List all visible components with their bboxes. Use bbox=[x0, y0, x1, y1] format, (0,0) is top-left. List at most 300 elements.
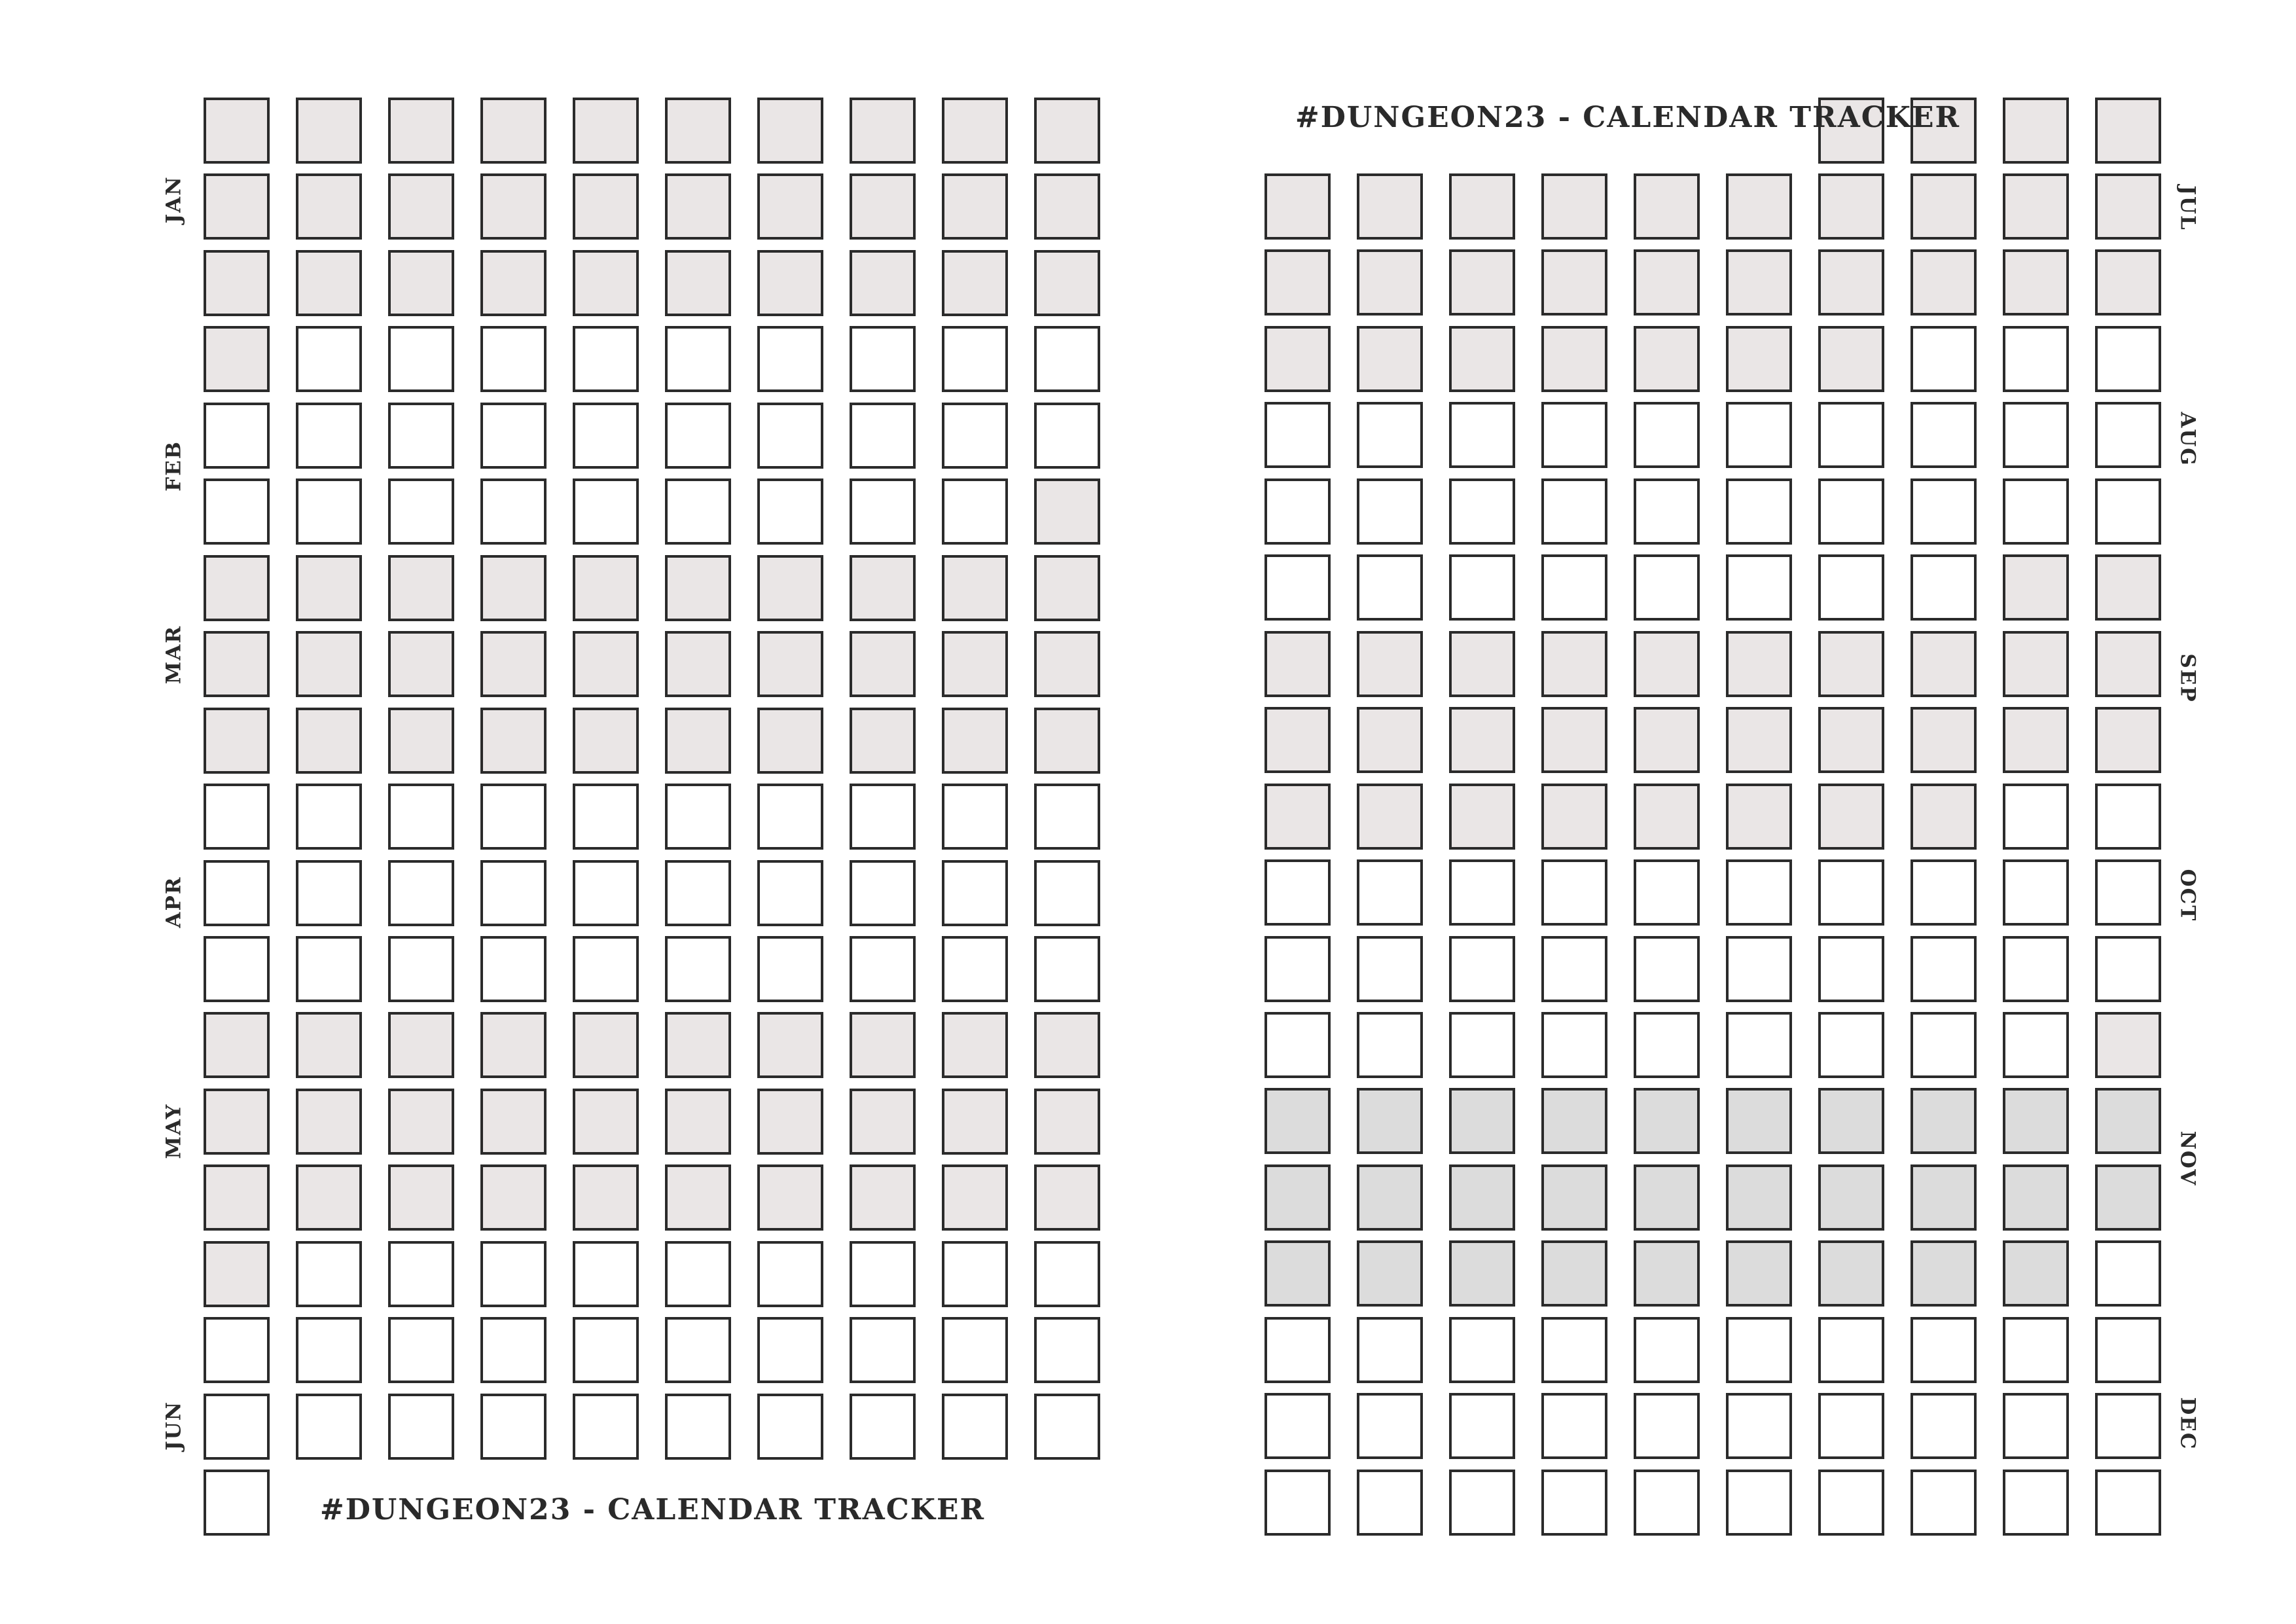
day-box[interactable] bbox=[2095, 1393, 2161, 1459]
day-box[interactable] bbox=[1634, 631, 1700, 697]
day-box[interactable] bbox=[2003, 1470, 2069, 1536]
day-box[interactable] bbox=[942, 936, 1008, 1002]
day-box[interactable] bbox=[2003, 98, 2069, 164]
day-box[interactable] bbox=[1357, 1012, 1423, 1078]
day-box[interactable] bbox=[1034, 1164, 1100, 1231]
day-box[interactable] bbox=[2003, 554, 2069, 621]
day-box[interactable] bbox=[573, 250, 639, 316]
day-box[interactable] bbox=[1357, 1164, 1423, 1231]
day-box[interactable] bbox=[573, 555, 639, 621]
day-box[interactable] bbox=[1449, 173, 1515, 240]
day-box[interactable] bbox=[1265, 707, 1331, 773]
day-box[interactable] bbox=[1449, 1317, 1515, 1383]
day-box[interactable] bbox=[850, 403, 916, 469]
day-box[interactable] bbox=[1634, 707, 1700, 773]
day-box[interactable] bbox=[1818, 707, 1884, 773]
day-box[interactable] bbox=[296, 403, 362, 469]
day-box[interactable] bbox=[573, 326, 639, 392]
day-box[interactable] bbox=[1634, 249, 1700, 316]
day-box[interactable] bbox=[388, 936, 454, 1002]
day-box[interactable] bbox=[1634, 1164, 1700, 1231]
day-box[interactable] bbox=[1910, 1240, 1977, 1307]
day-box[interactable] bbox=[1634, 402, 1700, 468]
day-box[interactable] bbox=[850, 250, 916, 316]
day-box[interactable] bbox=[1449, 249, 1515, 316]
day-box[interactable] bbox=[1034, 1012, 1100, 1078]
day-box[interactable] bbox=[480, 250, 547, 316]
day-box[interactable] bbox=[1265, 1164, 1331, 1231]
day-box[interactable] bbox=[1265, 249, 1331, 316]
day-box[interactable] bbox=[1910, 1012, 1977, 1078]
day-box[interactable] bbox=[1449, 1240, 1515, 1307]
day-box[interactable] bbox=[1910, 478, 1977, 545]
day-box[interactable] bbox=[1034, 860, 1100, 926]
day-box[interactable] bbox=[1034, 403, 1100, 469]
day-box[interactable] bbox=[2095, 859, 2161, 926]
day-box[interactable] bbox=[1910, 554, 1977, 621]
day-box[interactable] bbox=[757, 403, 823, 469]
day-box[interactable] bbox=[1818, 1012, 1884, 1078]
day-box[interactable] bbox=[850, 1012, 916, 1078]
day-box[interactable] bbox=[480, 1012, 547, 1078]
day-box[interactable] bbox=[1357, 249, 1423, 316]
day-box[interactable] bbox=[2003, 631, 2069, 697]
day-box[interactable] bbox=[204, 784, 270, 850]
day-box[interactable] bbox=[757, 860, 823, 926]
day-box[interactable] bbox=[1265, 1317, 1331, 1383]
day-box[interactable] bbox=[1818, 173, 1884, 240]
day-box[interactable] bbox=[1818, 326, 1884, 392]
day-box[interactable] bbox=[757, 478, 823, 545]
day-box[interactable] bbox=[296, 631, 362, 697]
day-box[interactable] bbox=[757, 1394, 823, 1460]
day-box[interactable] bbox=[1634, 1240, 1700, 1307]
day-box[interactable] bbox=[757, 1012, 823, 1078]
day-box[interactable] bbox=[2095, 936, 2161, 1002]
day-box[interactable] bbox=[757, 1164, 823, 1231]
day-box[interactable] bbox=[573, 403, 639, 469]
day-box[interactable] bbox=[665, 860, 731, 926]
day-box[interactable] bbox=[1357, 1470, 1423, 1536]
day-box[interactable] bbox=[1449, 1393, 1515, 1459]
day-box[interactable] bbox=[1034, 631, 1100, 697]
day-box[interactable] bbox=[1034, 250, 1100, 316]
day-box[interactable] bbox=[573, 1012, 639, 1078]
day-box[interactable] bbox=[1265, 1240, 1331, 1307]
day-box[interactable] bbox=[573, 478, 639, 545]
day-box[interactable] bbox=[1634, 1317, 1700, 1383]
day-box[interactable] bbox=[204, 1012, 270, 1078]
day-box[interactable] bbox=[480, 1317, 547, 1383]
day-box[interactable] bbox=[1726, 631, 1792, 697]
day-box[interactable] bbox=[1634, 1012, 1700, 1078]
day-box[interactable] bbox=[296, 326, 362, 392]
day-box[interactable] bbox=[480, 708, 547, 774]
day-box[interactable] bbox=[1265, 1470, 1331, 1536]
day-box[interactable] bbox=[388, 250, 454, 316]
day-box[interactable] bbox=[850, 1241, 916, 1307]
day-box[interactable] bbox=[850, 326, 916, 392]
day-box[interactable] bbox=[942, 98, 1008, 164]
day-box[interactable] bbox=[2095, 631, 2161, 697]
day-box[interactable] bbox=[1265, 173, 1331, 240]
day-box[interactable] bbox=[1726, 859, 1792, 926]
day-box[interactable] bbox=[1541, 1393, 1607, 1459]
day-box[interactable] bbox=[480, 1164, 547, 1231]
day-box[interactable] bbox=[1818, 859, 1884, 926]
day-box[interactable] bbox=[204, 478, 270, 545]
day-box[interactable] bbox=[1357, 936, 1423, 1002]
day-box[interactable] bbox=[1541, 1088, 1607, 1154]
day-box[interactable] bbox=[1034, 173, 1100, 240]
day-box[interactable] bbox=[1726, 1240, 1792, 1307]
day-box[interactable] bbox=[1910, 631, 1977, 697]
day-box[interactable] bbox=[942, 631, 1008, 697]
day-box[interactable] bbox=[665, 784, 731, 850]
day-box[interactable] bbox=[1634, 1088, 1700, 1154]
day-box[interactable] bbox=[1541, 1240, 1607, 1307]
day-box[interactable] bbox=[388, 1241, 454, 1307]
day-box[interactable] bbox=[1034, 1241, 1100, 1307]
day-box[interactable] bbox=[1265, 402, 1331, 468]
day-box[interactable] bbox=[204, 936, 270, 1002]
day-box[interactable] bbox=[296, 936, 362, 1002]
day-box[interactable] bbox=[2003, 1012, 2069, 1078]
day-box[interactable] bbox=[296, 478, 362, 545]
day-box[interactable] bbox=[1449, 1088, 1515, 1154]
day-box[interactable] bbox=[1541, 631, 1607, 697]
day-box[interactable] bbox=[1265, 631, 1331, 697]
day-box[interactable] bbox=[1541, 1470, 1607, 1536]
day-box[interactable] bbox=[573, 98, 639, 164]
day-box[interactable] bbox=[2003, 707, 2069, 773]
day-box[interactable] bbox=[1818, 631, 1884, 697]
day-box[interactable] bbox=[2003, 173, 2069, 240]
day-box[interactable] bbox=[388, 326, 454, 392]
day-box[interactable] bbox=[388, 173, 454, 240]
day-box[interactable] bbox=[757, 173, 823, 240]
day-box[interactable] bbox=[1357, 173, 1423, 240]
day-box[interactable] bbox=[388, 555, 454, 621]
day-box[interactable] bbox=[757, 1241, 823, 1307]
day-box[interactable] bbox=[388, 860, 454, 926]
day-box[interactable] bbox=[573, 708, 639, 774]
day-box[interactable] bbox=[296, 1012, 362, 1078]
day-box[interactable] bbox=[665, 708, 731, 774]
day-box[interactable] bbox=[1449, 402, 1515, 468]
day-box[interactable] bbox=[1449, 631, 1515, 697]
day-box[interactable] bbox=[1541, 1317, 1607, 1383]
day-box[interactable] bbox=[665, 1241, 731, 1307]
day-box[interactable] bbox=[942, 173, 1008, 240]
day-box[interactable] bbox=[1034, 1394, 1100, 1460]
day-box[interactable] bbox=[850, 1394, 916, 1460]
day-box[interactable] bbox=[1910, 859, 1977, 926]
day-box[interactable] bbox=[757, 250, 823, 316]
day-box[interactable] bbox=[1634, 1393, 1700, 1459]
day-box[interactable] bbox=[204, 173, 270, 240]
day-box[interactable] bbox=[480, 1089, 547, 1155]
day-box[interactable] bbox=[1726, 784, 1792, 850]
day-box[interactable] bbox=[2003, 1240, 2069, 1307]
day-box[interactable] bbox=[665, 1317, 731, 1383]
day-box[interactable] bbox=[1910, 1393, 1977, 1459]
day-box[interactable] bbox=[1449, 1470, 1515, 1536]
day-box[interactable] bbox=[1265, 1012, 1331, 1078]
day-box[interactable] bbox=[2003, 402, 2069, 468]
day-box[interactable] bbox=[1034, 478, 1100, 545]
day-box[interactable] bbox=[1726, 1470, 1792, 1536]
day-box[interactable] bbox=[573, 936, 639, 1002]
day-box[interactable] bbox=[573, 173, 639, 240]
day-box[interactable] bbox=[1357, 1317, 1423, 1383]
day-box[interactable] bbox=[480, 936, 547, 1002]
day-box[interactable] bbox=[2095, 98, 2161, 164]
day-box[interactable] bbox=[942, 1317, 1008, 1383]
day-box[interactable] bbox=[1818, 554, 1884, 621]
day-box[interactable] bbox=[1726, 249, 1792, 316]
day-box[interactable] bbox=[1726, 1164, 1792, 1231]
day-box[interactable] bbox=[2095, 1240, 2161, 1307]
day-box[interactable] bbox=[1357, 1393, 1423, 1459]
day-box[interactable] bbox=[1818, 1088, 1884, 1154]
day-box[interactable] bbox=[1818, 478, 1884, 545]
day-box[interactable] bbox=[1449, 936, 1515, 1002]
day-box[interactable] bbox=[480, 173, 547, 240]
day-box[interactable] bbox=[942, 708, 1008, 774]
day-box[interactable] bbox=[1818, 249, 1884, 316]
day-box[interactable] bbox=[388, 708, 454, 774]
day-box[interactable] bbox=[1726, 326, 1792, 392]
day-box[interactable] bbox=[1449, 326, 1515, 392]
day-box[interactable] bbox=[1910, 173, 1977, 240]
day-box[interactable] bbox=[1357, 1240, 1423, 1307]
day-box[interactable] bbox=[1726, 554, 1792, 621]
day-box[interactable] bbox=[573, 631, 639, 697]
day-box[interactable] bbox=[1726, 173, 1792, 240]
day-box[interactable] bbox=[1541, 478, 1607, 545]
day-box[interactable] bbox=[1726, 936, 1792, 1002]
day-box[interactable] bbox=[2003, 936, 2069, 1002]
day-box[interactable] bbox=[757, 326, 823, 392]
day-box[interactable] bbox=[1541, 326, 1607, 392]
day-box[interactable] bbox=[2095, 1470, 2161, 1536]
day-box[interactable] bbox=[1726, 707, 1792, 773]
day-box[interactable] bbox=[1034, 784, 1100, 850]
day-box[interactable] bbox=[1818, 1470, 1884, 1536]
day-box[interactable] bbox=[204, 250, 270, 316]
day-box[interactable] bbox=[2095, 478, 2161, 545]
day-box[interactable] bbox=[942, 478, 1008, 545]
day-box[interactable] bbox=[1541, 707, 1607, 773]
day-box[interactable] bbox=[2003, 1164, 2069, 1231]
day-box[interactable] bbox=[388, 784, 454, 850]
day-box[interactable] bbox=[480, 403, 547, 469]
day-box[interactable] bbox=[942, 250, 1008, 316]
day-box[interactable] bbox=[1541, 554, 1607, 621]
day-box[interactable] bbox=[850, 173, 916, 240]
day-box[interactable] bbox=[665, 173, 731, 240]
day-box[interactable] bbox=[757, 936, 823, 1002]
day-box[interactable] bbox=[388, 1012, 454, 1078]
day-box[interactable] bbox=[942, 403, 1008, 469]
day-box[interactable] bbox=[204, 98, 270, 164]
day-box[interactable] bbox=[850, 555, 916, 621]
day-box[interactable] bbox=[2095, 707, 2161, 773]
day-box[interactable] bbox=[204, 708, 270, 774]
day-box[interactable] bbox=[1541, 249, 1607, 316]
day-box[interactable] bbox=[1357, 554, 1423, 621]
day-box[interactable] bbox=[2003, 326, 2069, 392]
day-box[interactable] bbox=[1449, 554, 1515, 621]
day-box[interactable] bbox=[1910, 402, 1977, 468]
day-box[interactable] bbox=[1265, 1393, 1331, 1459]
day-box[interactable] bbox=[942, 860, 1008, 926]
day-box[interactable] bbox=[1357, 326, 1423, 392]
day-box[interactable] bbox=[1818, 784, 1884, 850]
day-box[interactable] bbox=[1634, 1470, 1700, 1536]
day-box[interactable] bbox=[1357, 402, 1423, 468]
day-box[interactable] bbox=[942, 326, 1008, 392]
day-box[interactable] bbox=[1634, 936, 1700, 1002]
day-box[interactable] bbox=[2003, 478, 2069, 545]
day-box[interactable] bbox=[2095, 1164, 2161, 1231]
day-box[interactable] bbox=[204, 1089, 270, 1155]
day-box[interactable] bbox=[1034, 98, 1100, 164]
day-box[interactable] bbox=[1357, 478, 1423, 545]
day-box[interactable] bbox=[1910, 707, 1977, 773]
day-box[interactable] bbox=[1818, 1317, 1884, 1383]
day-box[interactable] bbox=[1357, 1088, 1423, 1154]
day-box[interactable] bbox=[480, 98, 547, 164]
day-box[interactable] bbox=[665, 1164, 731, 1231]
day-box[interactable] bbox=[2003, 784, 2069, 850]
day-box[interactable] bbox=[850, 1089, 916, 1155]
day-box[interactable] bbox=[1634, 326, 1700, 392]
day-box[interactable] bbox=[2095, 1317, 2161, 1383]
day-box[interactable] bbox=[942, 1164, 1008, 1231]
day-box[interactable] bbox=[296, 98, 362, 164]
day-box[interactable] bbox=[296, 250, 362, 316]
day-box[interactable] bbox=[1634, 554, 1700, 621]
day-box[interactable] bbox=[942, 1394, 1008, 1460]
day-box[interactable] bbox=[296, 1089, 362, 1155]
day-box[interactable] bbox=[1034, 1317, 1100, 1383]
day-box[interactable] bbox=[204, 631, 270, 697]
day-box[interactable] bbox=[204, 1164, 270, 1231]
day-box[interactable] bbox=[757, 631, 823, 697]
day-box[interactable] bbox=[1265, 478, 1331, 545]
day-box[interactable] bbox=[1910, 936, 1977, 1002]
day-box[interactable] bbox=[942, 555, 1008, 621]
day-box[interactable] bbox=[757, 98, 823, 164]
day-box[interactable] bbox=[204, 1241, 270, 1307]
day-box[interactable] bbox=[2095, 326, 2161, 392]
day-box[interactable] bbox=[850, 1317, 916, 1383]
day-box[interactable] bbox=[1910, 249, 1977, 316]
day-box[interactable] bbox=[1541, 1012, 1607, 1078]
day-box[interactable] bbox=[850, 784, 916, 850]
day-box[interactable] bbox=[1034, 708, 1100, 774]
day-box[interactable] bbox=[1449, 859, 1515, 926]
day-box[interactable] bbox=[573, 1394, 639, 1460]
day-box[interactable] bbox=[850, 936, 916, 1002]
day-box[interactable] bbox=[296, 1164, 362, 1231]
day-box[interactable] bbox=[573, 1089, 639, 1155]
day-box[interactable] bbox=[388, 1089, 454, 1155]
day-box[interactable] bbox=[665, 936, 731, 1002]
day-box[interactable] bbox=[573, 1317, 639, 1383]
day-box[interactable] bbox=[2095, 784, 2161, 850]
day-box[interactable] bbox=[942, 1012, 1008, 1078]
day-box[interactable] bbox=[1265, 554, 1331, 621]
day-box[interactable] bbox=[480, 326, 547, 392]
day-box[interactable] bbox=[204, 860, 270, 926]
day-box[interactable] bbox=[204, 1317, 270, 1383]
day-box[interactable] bbox=[757, 1317, 823, 1383]
day-box[interactable] bbox=[665, 326, 731, 392]
day-box[interactable] bbox=[1541, 859, 1607, 926]
day-box[interactable] bbox=[1357, 707, 1423, 773]
day-box[interactable] bbox=[1357, 859, 1423, 926]
day-box[interactable] bbox=[1726, 402, 1792, 468]
day-box[interactable] bbox=[1910, 1470, 1977, 1536]
day-box[interactable] bbox=[757, 784, 823, 850]
day-box[interactable] bbox=[1818, 936, 1884, 1002]
day-box[interactable] bbox=[388, 403, 454, 469]
day-box[interactable] bbox=[757, 1089, 823, 1155]
day-box[interactable] bbox=[665, 1089, 731, 1155]
day-box[interactable] bbox=[1449, 478, 1515, 545]
day-box[interactable] bbox=[1265, 859, 1331, 926]
day-box[interactable] bbox=[480, 1241, 547, 1307]
day-box[interactable] bbox=[204, 326, 270, 392]
day-box[interactable] bbox=[388, 98, 454, 164]
day-box[interactable] bbox=[1726, 478, 1792, 545]
day-box[interactable] bbox=[665, 478, 731, 545]
day-box[interactable] bbox=[757, 708, 823, 774]
day-box[interactable] bbox=[1634, 478, 1700, 545]
day-box[interactable] bbox=[1910, 326, 1977, 392]
day-box[interactable] bbox=[1910, 1088, 1977, 1154]
day-box[interactable] bbox=[388, 631, 454, 697]
day-box[interactable] bbox=[573, 1241, 639, 1307]
day-box[interactable] bbox=[388, 1164, 454, 1231]
day-box[interactable] bbox=[1034, 326, 1100, 392]
day-box[interactable] bbox=[1818, 1240, 1884, 1307]
day-box[interactable] bbox=[2003, 859, 2069, 926]
day-box[interactable] bbox=[1265, 936, 1331, 1002]
day-box[interactable] bbox=[1541, 936, 1607, 1002]
day-box[interactable] bbox=[1449, 1012, 1515, 1078]
day-box[interactable] bbox=[2095, 1012, 2161, 1078]
day-box[interactable] bbox=[480, 1394, 547, 1460]
day-box[interactable] bbox=[480, 478, 547, 545]
day-box[interactable] bbox=[388, 478, 454, 545]
day-box[interactable] bbox=[1357, 631, 1423, 697]
day-box[interactable] bbox=[1034, 555, 1100, 621]
day-box[interactable] bbox=[2095, 249, 2161, 316]
day-box[interactable] bbox=[1726, 1088, 1792, 1154]
day-box[interactable] bbox=[1634, 173, 1700, 240]
day-box[interactable] bbox=[2003, 1393, 2069, 1459]
day-box[interactable] bbox=[2095, 1088, 2161, 1154]
day-box[interactable] bbox=[1818, 1393, 1884, 1459]
day-box[interactable] bbox=[1265, 784, 1331, 850]
day-box[interactable] bbox=[2095, 402, 2161, 468]
day-box[interactable] bbox=[850, 1164, 916, 1231]
day-box[interactable] bbox=[665, 1394, 731, 1460]
